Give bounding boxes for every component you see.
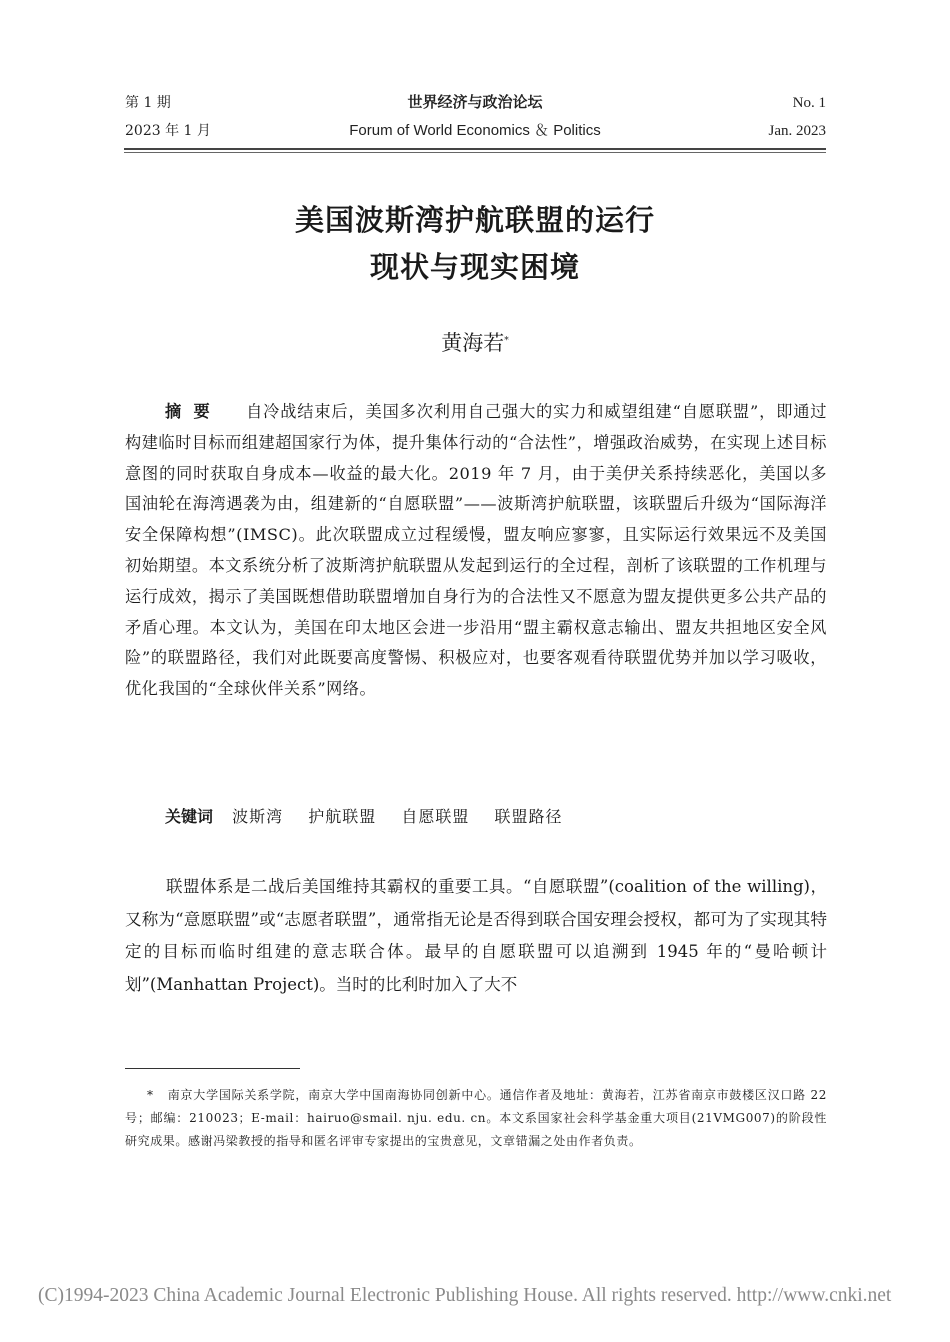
article-title-line-1: 美国波斯湾护航联盟的运行 <box>294 203 655 237</box>
abstract <box>125 397 827 705</box>
keywords-label: 关键词 <box>165 807 214 826</box>
abstract-text: 自冷战结束后，美国多次利用自己强大的实力和威望组建“自愿联盟”，即通过构建临时目标而组建超国家行为体，提升集体行动的“合法性”，增强政治威势，在实现上述目标意图的同时获取自身成本—收益的最大化。2019 年 7 月，由于美伊关系持续恶化，美国以多国油轮在海湾遇袭为由，组建新的“自愿联盟”——波斯湾护航联盟，该联盟后升级为“国际海洋安全保障构想”(IMSC)。此次联盟成立过程缓慢，盟友响应寥寥，且实际运行效果远不及美国初始期望。本文系统分析了波斯湾护航联盟从发起到运行的全过程，剖析了该联盟的工作机理与运行成效，揭示了美国既想借助联盟增加自身行为的合法性又不愿意为盟友提供更多公共产品的矛盾心理。本文认为，美国在印太地区会进一步沿用“盟主霸权意志输出、盟友共担地区安全风险”的联盟路径，我们对此既要高度警惕、积极应对，也要客观看待联盟优势并加以学习吸收，优化我国的“全球伙伴关系”网络。 <box>125 402 827 699</box>
header-issue-en: No. 1 <box>792 95 826 111</box>
header-rule-thin <box>124 152 826 153</box>
keyword-item: 联盟路径 <box>494 807 563 826</box>
keyword-item: 波斯湾 <box>232 807 284 826</box>
author-footnote-mark: * <box>504 336 509 346</box>
journal-name-en: Forum of World Economics ＆ Politics <box>349 122 601 139</box>
footnote-mark: * <box>147 1088 154 1102</box>
header-date-cn: 2023 年 1 月 <box>125 123 211 139</box>
header-date-en: Jan. 2023 <box>768 123 826 139</box>
journal-name-cn: 世界经济与政治论坛 <box>407 93 543 111</box>
body-paragraph: 联盟体系是二战后美国维持其霸权的重要工具。“自愿联盟”(coalition of the willing)，又称为“意愿联盟”或“志愿者联盟”，通常指无论是否得到联合国安理会授权，都可为了实现其特定的目标而临时组建的意志联合体。最早的自愿联盟可以追溯到 1945 年的“曼哈顿计划”(Manhattan Project)。当时的比利时加入了大不 <box>125 877 827 994</box>
keywords <box>165 803 582 831</box>
footnote <box>125 1084 827 1153</box>
keyword-item: 护航联盟 <box>308 807 377 826</box>
footnote-text: 南京大学国际关系学院，南京大学中国南海协同创新中心。通信作者及地址：黄海若，江苏省南京市鼓楼区汉口路 22 号；邮编：210023；E-mail：hairuo@smail. nju. edu. cn。本文系国家社会科学基金重大项目(21VMG007)的阶段性研究成果。感谢冯梁教授的指导和匿名评审专家提出的宝贵意见，文章错漏之处由作者负责。 <box>125 1088 827 1148</box>
author-name: 黄海若 <box>441 331 505 355</box>
copyright-watermark: (C)1994-2023 China Academic Journal Electronic Publishing House. All rights reserved. http://www.cnki.net <box>38 1285 892 1306</box>
keyword-item: 自愿联盟 <box>401 807 470 826</box>
abstract-label: 摘要 <box>165 402 223 421</box>
footnote-separator <box>125 1068 300 1069</box>
author-line <box>0 330 950 356</box>
article-title-line-2: 现状与现实困境 <box>369 250 580 284</box>
header-rule-thick <box>124 148 826 150</box>
header-issue-cn: 第 1 期 <box>125 95 171 111</box>
